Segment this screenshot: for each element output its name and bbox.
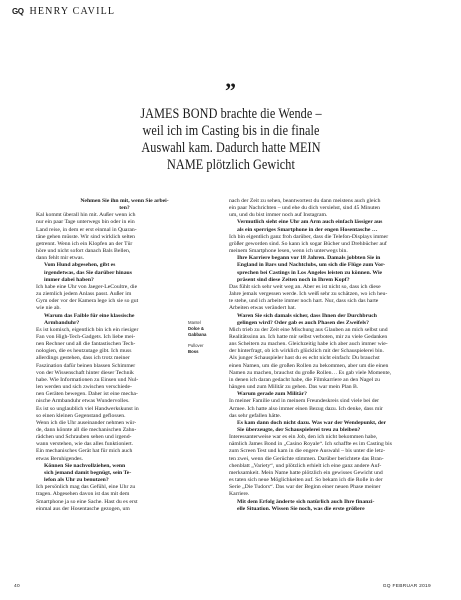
body-line: de, dann könnte all die mechanischen Zahn- [36,427,137,433]
body-line: in denen ich daran gedacht habe, die Filmkarriere an den Nagel zu [229,376,380,383]
body-line: Ich bin eigentlich ganz froh darüber, dass die Telefon-Displays immer [229,233,389,240]
question-line: Sie überzeugte, der Schauspielerei treu zu bleiben? [237,427,361,433]
question-line: Warum das Faible für eine klassische [44,312,135,319]
body-line: tragen. Abgesehen davon ist das mit dem [36,491,130,498]
body-line: zum Screen Test und kam in die engere Auswahl – bis unter die letz- [229,448,386,455]
left-column [36,198,213,513]
body-line: chenblatt „Variety“, und plötzlich erhielt ich eine ganz andere Auf- [229,462,382,469]
body-line: merksamkeit. Mein Name hatte plötzlich ein gewisses Gewicht und [229,469,383,476]
page-number: 40 [14,584,20,589]
body-line: nen Geräten bewegen. Daher ist eine mecha- [36,391,138,398]
page-header [12,6,115,17]
body-line: Kal kommt überall hin mit. Außer wenn ich [36,212,136,219]
body-line: nen Rechner und all die fantastischen Tech- [36,341,136,348]
question-line: immer dabei haben? [44,276,94,283]
body-line: Armee. Ich hatte also immer einen Bezug dazu. Ich denke, dass mir [229,405,383,412]
credit-role: Pullover [188,343,204,348]
body-line: nach der Zeit zu sehen, beantwortest du dann meistens auch gleich [229,198,381,204]
body-line: In meiner Familie und in meinem Freundeskreis sind viele bei der [229,398,380,405]
body-line: Mich trieb zu der Zeit eine Mischung aus Glauben an mich selbst und [229,326,388,333]
body-line: getrennt. Wenn ich ein Klopfen an der Tür [36,240,133,247]
body-line: Wenn ich die Uhr auseinander nehmen wür- [36,419,137,426]
body-line: Arbeiten etwas verändert hat. [229,305,296,312]
body-line: Als junger Schauspieler hast du es echt nicht einfach: Du brauchst [229,355,380,362]
body-line: wie nie ab. [36,305,61,312]
body-line: ein paar Nachrichten – und ehe du dich versiehst, sind 45 Minuten [229,205,380,212]
credit-name: Boss [188,349,199,354]
question-line: gelingen wird? Oder gab es auch Phasen des Zweifels? [237,319,369,326]
question-line: Armbanduhr? [44,319,80,326]
credit-name: Dolce & Gabbana [188,326,207,337]
question-line: Ihre Karriere begann vor 18 Jahren. Damals jobbten Sie in [237,255,381,262]
question-line: ten? [119,205,130,212]
body-line: höre und nicht sofort danach Bals Bellen, [36,248,131,255]
body-line: nur ein paar Tage unterwegs bin oder in ein [36,219,135,226]
question-line: elle Situation. Wissen Sie noch, was die erste größere [237,505,365,512]
body-line: dann fehlt mir etwas. [36,255,85,262]
question-line: Mit dem Erfolg änderte sich natürlich auch Ihre finanzi- [237,498,375,505]
question-line: sich jemand damit begnügt, sein Te- [44,469,132,476]
question-line: sprechen bei Castings in Los Angeles leisten zu können. Wie [237,269,383,276]
body-line: wann verstehen, wie das alles funktioniert. [36,441,134,448]
pull-quote-line: NAME plötzlich Gewicht [166,157,295,173]
photo-credits [188,320,218,355]
body-line: Namen zu machen, brauchst du große Rollen… Es gab viele Momente, [229,369,392,376]
body-line: zu ziemlich jedem Anlass passt. Außer im [36,291,132,298]
pull-quote-line: JAMES BOND brachte die Wende – [139,106,322,122]
question-line: Waren Sie sich damals sicher, dass Ihnen der Durchbruch [237,312,377,319]
body-line: Serie „Die Tudors“. Das war der Beginn einer neuen Phase meiner [229,484,381,491]
body-line: ten zwei, wenn die Gerüchte stimmen. Darüber berichtete das Bran- [229,455,384,462]
body-line: allerdings gestehen, dass ich trotz meiner [36,355,130,362]
pull-quote-line: weil ich im Casting bis in die finale [141,123,320,139]
body-line: ans Scheitern zu machen. Gleichzeitig habe ich aber auch immer wie- [229,341,388,348]
question-line: Können Sie nachvollziehen, wenn [44,462,126,469]
body-line: Land reise, in dem er erst einmal in Quaran- [36,226,137,233]
pull-quote [0,78,461,174]
pull-quote-line: Auswahl kam. Dadurch hatte MEIN [140,140,321,156]
question-line: irgendetwas, das Sie darüber hinaus [44,269,132,276]
body-line: der hinterfragt, ob ich wirklich glücklich mit der Schauspielerei bin. [229,348,384,355]
body-line: nische Armbanduhr etwas Wundervolles. [36,398,130,405]
question-line: Nehmen Sie ihn mit, wenn Sie arbei- [80,198,169,204]
question-line: Vermutlich sieht eine Uhr am Arm auch einfach lässiger aus [237,219,383,226]
body-line: habe. Wie Informationen zu Einsen und Nul- [36,376,139,383]
question-line: Vom Hund abgesehen, gibt es [44,262,116,269]
body-line: so einen kleinen Gegenstand geflossen. [36,412,126,419]
body-line: das sehr gefallen hätte. [229,412,282,419]
body-line: Jahre jemals vergessen werde. Ich weiß sehr zu schätzen, wo ich heu- [229,291,388,298]
body-line: Ein mechanisches Gerät hat für mich auch [36,448,133,455]
body-line: Es ist so unglaublich viel Handwerkskunst in [36,405,139,412]
body-line: Karriere. [229,491,250,498]
body-line: Fan von High-Tech-Gadgets. Ich liebe mei- [36,333,136,340]
right-column [229,198,409,513]
body-line: te stehe, und ich arbeite immer noch hart. Nur, dass sich das harte [229,298,379,305]
body-line: meinem Smartphone lesen, wenn ich unterwegs bin. [229,248,348,255]
quote-mark-icon: ” [225,78,236,103]
body-line: einmal aus der Hosentasche gezogen, um [36,505,130,512]
body-line: Faszination dafür beinen blassen Schimmer [36,362,136,369]
credit-item [188,343,218,355]
pull-quote-text [102,106,360,174]
article-title: HENRY CAVILL [29,6,116,17]
body-line: Ich persönlich mag das Gefühl, eine Uhr zu [36,484,136,491]
question-line: als ein sperriges Smartphone in der engen Hosentasche … [237,226,378,233]
body-line: len werden und sich zwischen verschiede- [36,384,132,391]
body-line: hängen und zum Militär zu gehen. Das war mein Plan B. [229,384,359,391]
body-line: nämlich James Bond in „Casino Royale“. Ich schaffte es im Casting bis [229,441,392,448]
body-line: Das fühlt sich sehr weit weg an. Aber es ist nicht so, dass ich diese [229,283,381,290]
body-line: größer geworden sind. So kann ich sogar Bücher und Drehbücher auf [229,240,387,247]
body-line: Smartphone ja so eine Sache. Hast du es erst [36,498,138,505]
question-line: England in Bars und Nachtclubs, um sich die Flüge zum Vor- [237,262,386,269]
body-line: um, und du bist immer noch auf Instagram. [229,212,328,219]
question-line: präsent sind diese Zeiten noch in Ihrem Kopf? [237,276,350,283]
body-line: Ich habe eine Uhr von Jaeger-LeCoultre, die [36,283,138,290]
body-line: nologien, die es heutzutage gibt. Ich muss [36,348,132,355]
body-line: von der Wissenschaft hinter dieser Technik [36,369,134,376]
body-line: etwas Beruhigendes. [36,455,84,462]
body-line: Interessanterweise war es ein Job, den ich nicht bekommen habe, [229,434,378,441]
body-line: es taten sich neue Möglichkeiten auf. So bekam ich die Rolle in der [229,477,383,484]
question-line: Warum gerade zum Militär? [237,391,307,398]
brand-logo: GQ [12,7,24,16]
credit-item [188,320,218,338]
body-line: täne gehen müsste. Wir sind wirklich selten [36,233,136,240]
issue-label: GQ FEBRUAR 2019 [382,584,431,589]
body-line: rädchen und Schrauben sehen und irgend- [36,434,132,441]
body-line: Gym oder vor der Kamera lege ich sie so gut [36,298,139,305]
question-line: lefon als Uhr zu benutzen? [44,477,109,484]
body-line: Es ist komisch, eigentlich bin ich ein riesiger [36,326,139,333]
body-line: einen Namen, um die großen Rollen zu bekommen, aber um die einen [229,362,389,369]
question-line: Es kam dann doch nicht dazu. Was war der Wendepunkt, der [237,419,387,426]
body-line: Realitätssinn an. Ich hatte mir selbst verboten, mir zu viele Gedanken [229,333,388,340]
credit-role: Mantel [188,320,201,325]
